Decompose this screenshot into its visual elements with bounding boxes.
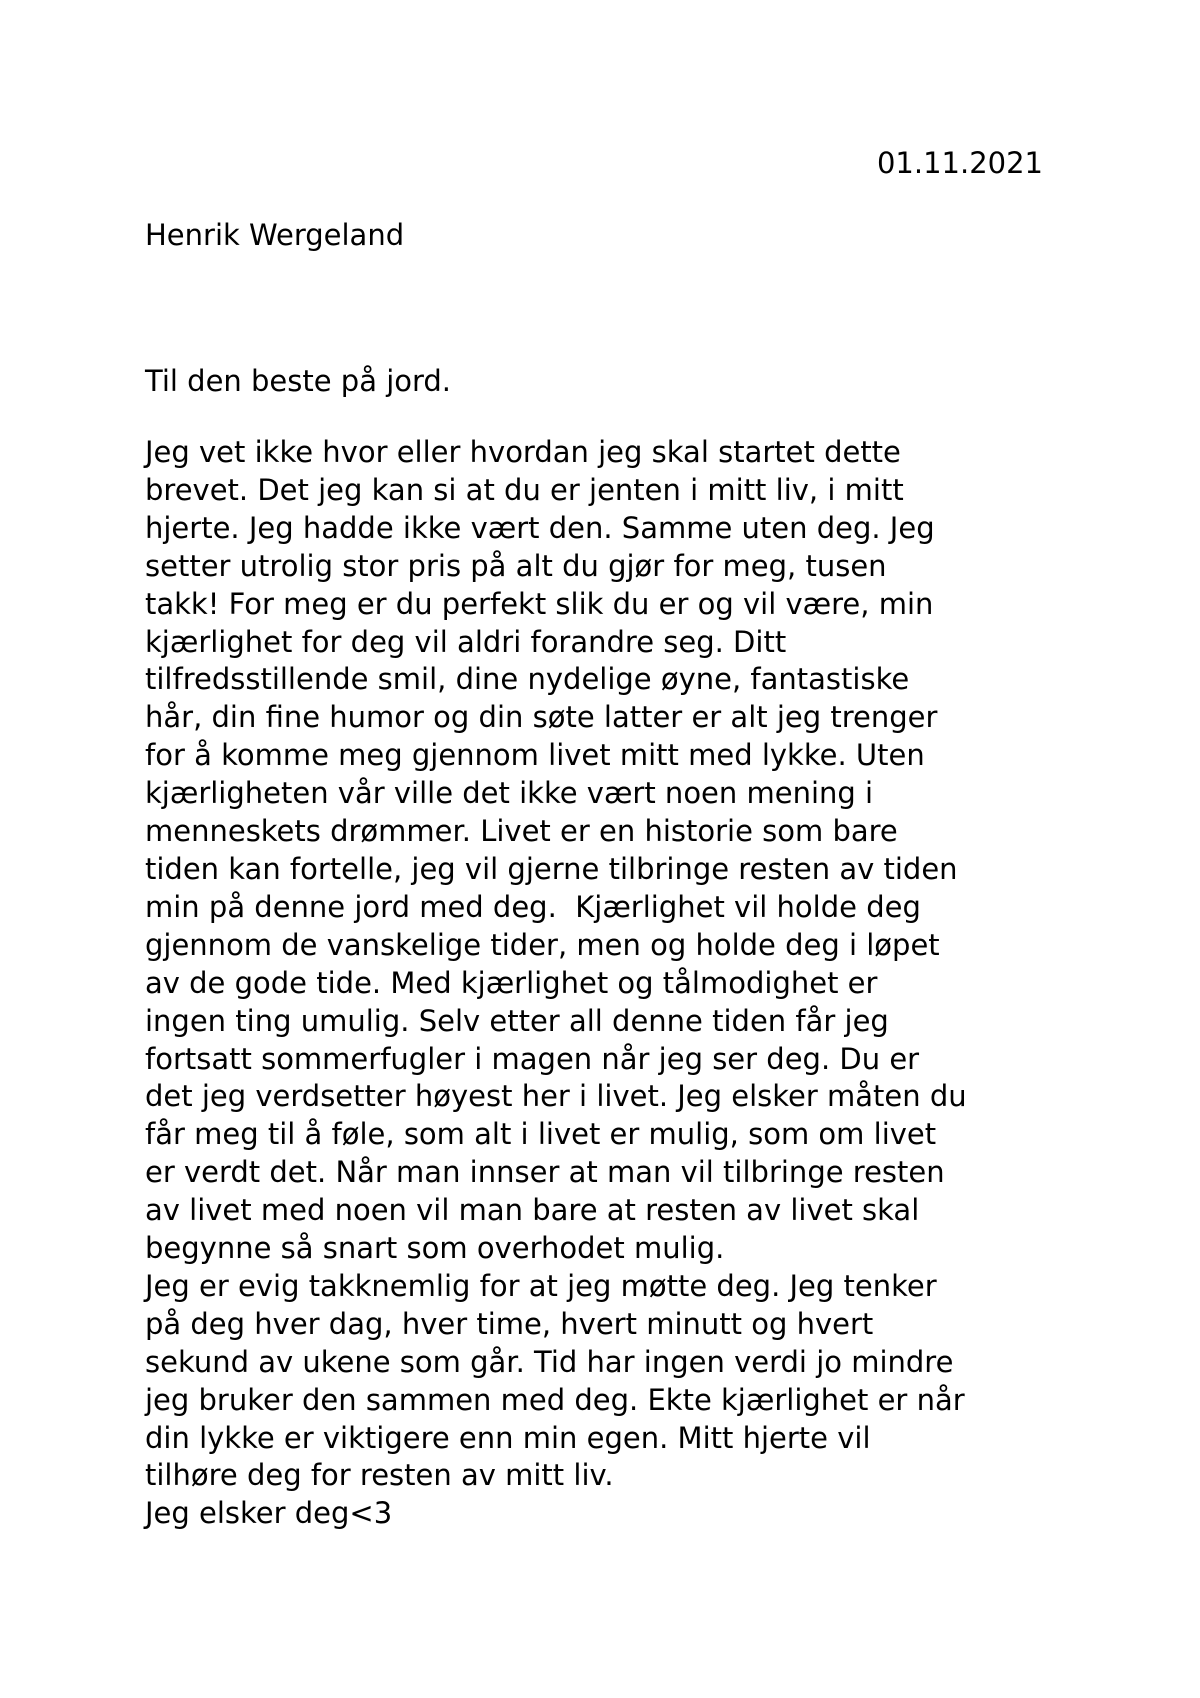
body-line: brevet. Det jeg kan si at du er jenten i mitt liv, i mitt <box>145 472 904 507</box>
body-line: kjærligheten vår ville det ikke vært noen mening i <box>145 776 874 811</box>
body-line: setter utrolig stor pris på alt du gjør for meg, tusen <box>145 548 887 583</box>
body-line: fortsatt sommerfugler i magen når jeg ser deg. Du er <box>145 1041 920 1076</box>
sender-name: Henrik Wergeland <box>145 218 405 252</box>
body-line: av de gode tide. Med kjærlighet og tålmodighet er <box>145 965 878 1000</box>
body-line: takk! For meg er du perfekt slik du er og vil være, min <box>145 586 934 621</box>
body-line: kjærlighet for deg vil aldri forandre seg. Ditt <box>145 624 787 659</box>
letter-date: 01.11.2021 <box>876 146 1043 180</box>
body-line: det jeg verdsetter høyest her i livet. Jeg elsker måten du <box>145 1079 967 1114</box>
body-line: Jeg er evig takknemlig for at jeg møtte deg. Jeg tenker <box>145 1268 937 1303</box>
body-line: jeg bruker den sammen med deg. Ekte kjærlighet er når <box>145 1382 965 1417</box>
body-line: begynne så snart som overhodet mulig. <box>145 1231 725 1266</box>
body-line: hjerte. Jeg hadde ikke vært den. Samme uten deg. Jeg <box>145 510 935 545</box>
body-line: min på denne jord med deg. Kjærlighet vil holde deg <box>145 889 921 924</box>
body-line: tilfredsstillende smil, dine nydelige øyne, fantastiske <box>145 662 910 697</box>
body-line: hår, din fine humor og din søte latter er alt jeg trenger <box>145 700 938 735</box>
letter-greeting: Til den beste på jord. <box>145 364 452 398</box>
body-line: tilhøre deg for resten av mitt liv. <box>145 1458 614 1493</box>
body-line: sekund av ukene som går. Tid har ingen verdi jo mindre <box>145 1344 954 1379</box>
letter-body <box>145 434 1085 1533</box>
body-line: for å komme meg gjennom livet mitt med lykke. Uten <box>145 738 925 773</box>
body-line: er verdt det. Når man innser at man vil tilbringe resten <box>145 1155 945 1190</box>
body-line: menneskets drømmer. Livet er en historie som bare <box>145 814 898 849</box>
body-line: din lykke er viktigere enn min egen. Mitt hjerte vil <box>145 1420 871 1455</box>
body-line: gjennom de vanskelige tider, men og holde deg i løpet <box>145 927 940 962</box>
closing-line: Jeg elsker deg<3 <box>145 1496 393 1531</box>
body-line: av livet med noen vil man bare at resten av livet skal <box>145 1193 920 1228</box>
body-line: ingen ting umulig. Selv etter all denne tiden får jeg <box>145 1003 889 1038</box>
body-line: får meg til å føle, som alt i livet er mulig, som om livet <box>145 1117 937 1152</box>
body-line: tiden kan fortelle, jeg vil gjerne tilbringe resten av tiden <box>145 851 958 886</box>
body-line: Jeg vet ikke hvor eller hvordan jeg skal startet dette <box>145 435 901 469</box>
body-line: på deg hver dag, hver time, hvert minutt og hvert <box>145 1306 874 1341</box>
